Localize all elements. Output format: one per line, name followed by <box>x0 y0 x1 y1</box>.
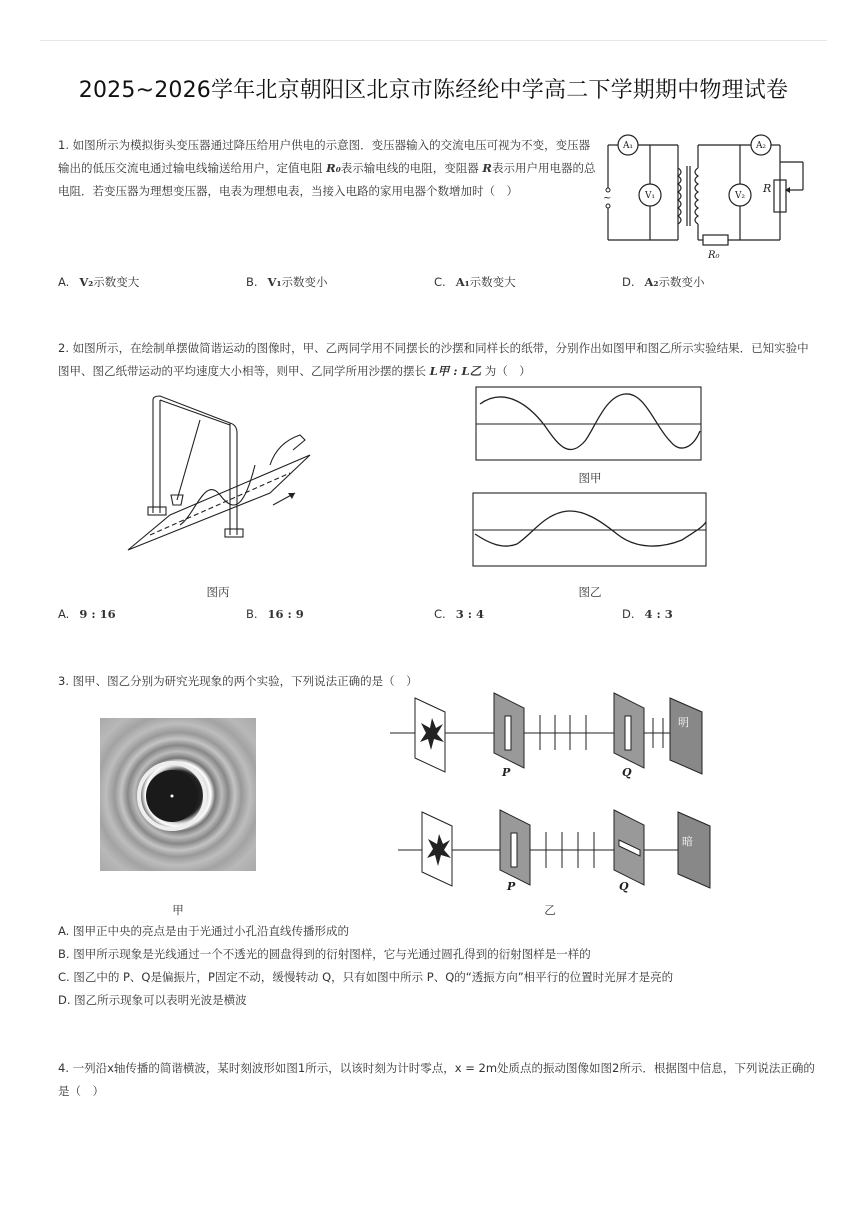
voltmeter-v1-label: V₁ <box>644 191 656 201</box>
polarization-experiment-figure <box>390 690 720 900</box>
question-1-line-1: 1. 如图所示为模拟街头变压器通过降压给用户供电的示意图．变压器输入的交流电压可视为不变，变压器 <box>58 138 591 152</box>
page-title: 2025~2026学年北京朝阳区北京市陈经纶中学高二下学期期中物理试卷 <box>78 78 789 103</box>
question-1-line-2: 输出的低压交流电通过输电线输送给用户，定值电阻 R₀表示输电线的电阻，变阻器 R表示用户用电器的总 <box>58 161 596 175</box>
trace-figure-yi <box>472 492 708 568</box>
diffraction-pattern-image <box>100 718 256 871</box>
question-3-options <box>58 920 838 1012</box>
caption-figure-yi: 图乙 <box>578 585 602 599</box>
question-2-line-1: 2. 如图所示，在绘制单摆做简谐运动的图像时，甲、乙两同学用不同摆长的沙摆和同样长的纸带，分别作出如图甲和图乙所示实验结果．已知实验中 <box>58 341 809 355</box>
question-1-line-3: 电阻．若变压器为理想变压器，电表为理想电表，当接入电路的家用电器个数增加时（ ） <box>58 184 518 198</box>
screen-dark-label: 暗 <box>682 835 693 848</box>
resistor-r0-label: R₀ <box>708 250 720 261</box>
header-divider <box>40 40 827 41</box>
polarizer-p-label-top: P <box>502 766 511 779</box>
q2-option-d[interactable]: D. 4 : 3 <box>622 607 673 621</box>
q2-option-a[interactable]: A. 9 : 16 <box>58 607 116 621</box>
trace-figure-jia <box>475 386 703 462</box>
transformer-circuit-figure <box>598 130 813 265</box>
ac-source-symbol: ~ <box>603 193 612 204</box>
caption-figure-jia: 图甲 <box>578 471 602 485</box>
q1-option-c[interactable]: C. A₁示数变大 <box>434 275 516 289</box>
polarizer-p-label-bottom: P <box>507 880 516 893</box>
q3-option-c[interactable]: C. 图乙中的 P、Q是偏振片，P固定不动，缓慢转动 Q，只有如图中所示 P、Q的“透振方向”相平行的位置时光屏才是亮的 <box>58 970 674 984</box>
polarizer-q-label-top: Q <box>622 766 632 779</box>
q3-option-a[interactable]: A. 图甲正中央的亮点是由于光通过小孔沿直线传播形成的 <box>58 924 349 938</box>
question-2-line-2: 图甲、图乙纸带运动的平均速度大小相等，则甲、乙同学所用沙摆的摆长 L甲 : L乙 为（ ） <box>58 364 531 378</box>
caption-figure-bing: 图丙 <box>206 585 230 599</box>
voltmeter-v2-label: V₂ <box>734 191 746 201</box>
question-4-line-1: 4. 一列沿x轴传播的简谐横波，某时刻波形如图1所示，以该时刻为计时零点，x = 2m处质点的振动图像如图2所示．根据图中信息，下列说法正确的 <box>58 1061 815 1075</box>
ammeter-a2-label: A₂ <box>755 141 767 151</box>
resistor-r-label: R <box>763 182 772 195</box>
q3-option-d[interactable]: D. 图乙所示现象可以表明光波是横波 <box>58 993 247 1007</box>
q1-option-d[interactable]: D. A₂示数变小 <box>622 275 705 289</box>
screen-bright-label: 明 <box>678 716 689 729</box>
caption-q3-jia: 甲 <box>172 903 184 917</box>
question-4-stem <box>58 1057 828 1103</box>
question-2-stem <box>58 337 818 383</box>
ammeter-a1-label: A₁ <box>622 141 634 151</box>
q1-option-b[interactable]: B. V₁示数变小 <box>246 275 328 289</box>
question-3-line-1: 3. 图甲、图乙分别为研究光现象的两个实验，下列说法正确的是（ ） <box>58 674 418 688</box>
caption-q3-yi: 乙 <box>544 903 556 917</box>
q2-option-b[interactable]: B. 16 : 9 <box>246 607 304 621</box>
question-4-line-2: 是（ ） <box>58 1084 104 1098</box>
q3-option-b[interactable]: B. 图甲所示现象是光线通过一个不透光的圆盘得到的衍射图样，它与光通过圆孔得到的衍射图样是一样的 <box>58 947 591 961</box>
question-1-stem <box>58 134 598 203</box>
polarizer-q-label-bottom: Q <box>619 880 629 893</box>
sand-pendulum-figure <box>125 395 315 565</box>
q1-option-a[interactable]: A. V₂示数变大 <box>58 275 140 289</box>
q2-option-c[interactable]: C. 3 : 4 <box>434 607 484 621</box>
